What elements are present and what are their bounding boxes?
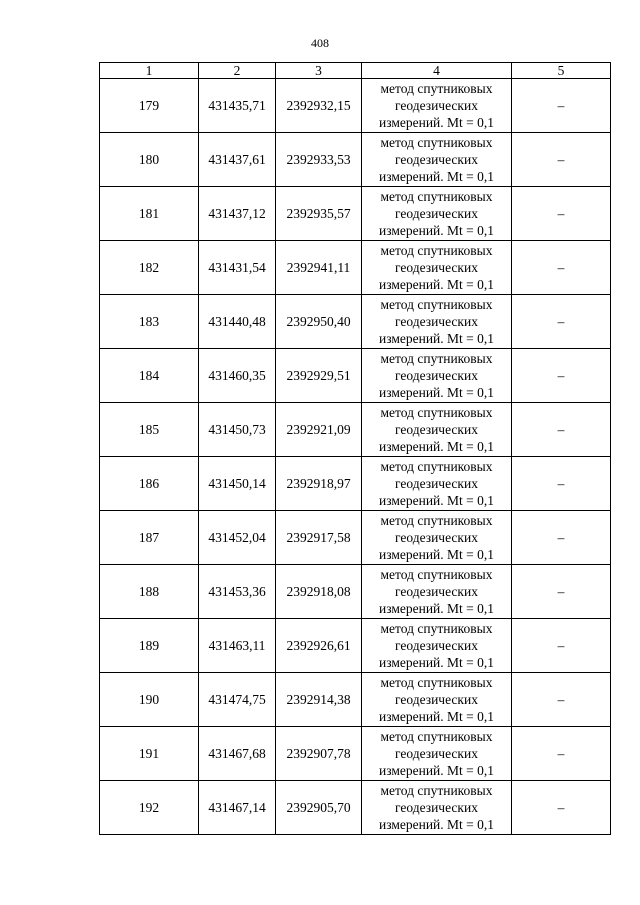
method-cell (362, 241, 512, 295)
x-coordinate-cell: 431435,71 (199, 79, 276, 133)
x-coordinate-cell: 431437,12 (199, 187, 276, 241)
method-cell (362, 133, 512, 187)
y-coordinate-cell: 2392914,38 (276, 673, 362, 727)
x-coordinate-cell: 431467,14 (199, 781, 276, 835)
method-line: геодезических (395, 422, 478, 437)
header-cell-col2: 2 (199, 63, 276, 79)
method-line: метод спутниковых (380, 783, 493, 798)
table-row (100, 241, 611, 295)
method-line: измерений. Mt = 0,1 (378, 277, 495, 292)
note-cell: – (512, 403, 611, 457)
header-cell-col4: 4 (362, 63, 512, 79)
y-coordinate-cell: 2392921,09 (276, 403, 362, 457)
x-coordinate-cell: 431453,36 (199, 565, 276, 619)
y-coordinate-cell: 2392905,70 (276, 781, 362, 835)
method-line: измерений. Mt = 0,1 (378, 709, 495, 724)
point-number-cell: 190 (100, 673, 199, 727)
coordinates-table (99, 62, 611, 835)
method-line: измерений. Mt = 0,1 (378, 439, 495, 454)
method-line: геодезических (395, 584, 478, 599)
y-coordinate-cell: 2392926,61 (276, 619, 362, 673)
table-row (100, 619, 611, 673)
y-coordinate-cell: 2392933,53 (276, 133, 362, 187)
x-coordinate-cell: 431463,11 (199, 619, 276, 673)
note-cell: – (512, 133, 611, 187)
method-line: геодезических (395, 692, 478, 707)
method-cell (362, 673, 512, 727)
method-cell (362, 781, 512, 835)
method-line: метод спутниковых (380, 243, 493, 258)
table-row (100, 79, 611, 133)
method-line: измерений. Mt = 0,1 (378, 115, 495, 130)
method-line: измерений. Mt = 0,1 (378, 169, 495, 184)
point-number-cell: 185 (100, 403, 199, 457)
table-row (100, 403, 611, 457)
method-cell (362, 619, 512, 673)
method-line: геодезических (395, 530, 478, 545)
method-line: измерений. Mt = 0,1 (378, 331, 495, 346)
y-coordinate-cell: 2392917,58 (276, 511, 362, 565)
method-line: метод спутниковых (380, 567, 493, 582)
point-number-cell: 180 (100, 133, 199, 187)
y-coordinate-cell: 2392929,51 (276, 349, 362, 403)
note-cell: – (512, 781, 611, 835)
table-row (100, 457, 611, 511)
method-line: геодезических (395, 152, 478, 167)
x-coordinate-cell: 431452,04 (199, 511, 276, 565)
method-line: измерений. Mt = 0,1 (378, 817, 495, 832)
method-line: измерений. Mt = 0,1 (378, 601, 495, 616)
method-cell (362, 349, 512, 403)
y-coordinate-cell: 2392935,57 (276, 187, 362, 241)
method-line: метод спутниковых (380, 405, 493, 420)
point-number-cell: 184 (100, 349, 199, 403)
note-cell: – (512, 187, 611, 241)
method-line: геодезических (395, 746, 478, 761)
point-number-cell: 181 (100, 187, 199, 241)
table-row (100, 133, 611, 187)
method-line: геодезических (395, 638, 478, 653)
table-row (100, 565, 611, 619)
y-coordinate-cell: 2392907,78 (276, 727, 362, 781)
header-cell-col5: 5 (512, 63, 611, 79)
method-line: метод спутниковых (380, 675, 493, 690)
table-row (100, 295, 611, 349)
y-coordinate-cell: 2392941,11 (276, 241, 362, 295)
method-line: метод спутниковых (380, 621, 493, 636)
table-header-row (100, 63, 611, 79)
note-cell: – (512, 511, 611, 565)
note-cell: – (512, 349, 611, 403)
method-line: измерений. Mt = 0,1 (378, 547, 495, 562)
note-cell: – (512, 457, 611, 511)
note-cell: – (512, 79, 611, 133)
page-number: 408 (311, 36, 329, 50)
method-line: измерений. Mt = 0,1 (378, 385, 495, 400)
method-cell (362, 403, 512, 457)
x-coordinate-cell: 431437,61 (199, 133, 276, 187)
table-row (100, 727, 611, 781)
method-line: геодезических (395, 368, 478, 383)
table-row (100, 511, 611, 565)
x-coordinate-cell: 431450,14 (199, 457, 276, 511)
x-coordinate-cell: 431450,73 (199, 403, 276, 457)
method-line: метод спутниковых (380, 459, 493, 474)
note-cell: – (512, 673, 611, 727)
method-line: метод спутниковых (380, 351, 493, 366)
point-number-cell: 191 (100, 727, 199, 781)
method-line: геодезических (395, 800, 478, 815)
x-coordinate-cell: 431460,35 (199, 349, 276, 403)
point-number-cell: 189 (100, 619, 199, 673)
method-cell (362, 187, 512, 241)
note-cell: – (512, 619, 611, 673)
x-coordinate-cell: 431440,48 (199, 295, 276, 349)
method-line: измерений. Mt = 0,1 (378, 655, 495, 670)
method-line: метод спутниковых (380, 297, 493, 312)
note-cell: – (512, 565, 611, 619)
y-coordinate-cell: 2392918,08 (276, 565, 362, 619)
point-number-cell: 182 (100, 241, 199, 295)
method-cell (362, 727, 512, 781)
header-cell-col1: 1 (100, 63, 199, 79)
method-line: геодезических (395, 206, 478, 221)
method-line: метод спутниковых (380, 513, 493, 528)
method-line: измерений. Mt = 0,1 (378, 223, 495, 238)
point-number-cell: 183 (100, 295, 199, 349)
point-number-cell: 179 (100, 79, 199, 133)
method-cell (362, 511, 512, 565)
method-line: метод спутниковых (380, 729, 493, 744)
header-cell-col3: 3 (276, 63, 362, 79)
method-line: метод спутниковых (380, 135, 493, 150)
method-cell (362, 457, 512, 511)
x-coordinate-cell: 431431,54 (199, 241, 276, 295)
point-number-cell: 186 (100, 457, 199, 511)
point-number-cell: 192 (100, 781, 199, 835)
method-line: метод спутниковых (380, 189, 493, 204)
method-line: измерений. Mt = 0,1 (378, 493, 495, 508)
point-number-cell: 187 (100, 511, 199, 565)
method-cell (362, 295, 512, 349)
note-cell: – (512, 241, 611, 295)
table-row (100, 187, 611, 241)
x-coordinate-cell: 431467,68 (199, 727, 276, 781)
point-number-cell: 188 (100, 565, 199, 619)
method-cell (362, 79, 512, 133)
note-cell: – (512, 727, 611, 781)
method-cell (362, 565, 512, 619)
y-coordinate-cell: 2392918,97 (276, 457, 362, 511)
method-line: геодезических (395, 476, 478, 491)
y-coordinate-cell: 2392950,40 (276, 295, 362, 349)
table-row (100, 673, 611, 727)
y-coordinate-cell: 2392932,15 (276, 79, 362, 133)
method-line: геодезических (395, 98, 478, 113)
method-line: метод спутниковых (380, 81, 493, 96)
method-line: геодезических (395, 314, 478, 329)
note-cell: – (512, 295, 611, 349)
table-row (100, 349, 611, 403)
method-line: геодезических (395, 260, 478, 275)
method-line: измерений. Mt = 0,1 (378, 763, 495, 778)
table-row (100, 781, 611, 835)
x-coordinate-cell: 431474,75 (199, 673, 276, 727)
